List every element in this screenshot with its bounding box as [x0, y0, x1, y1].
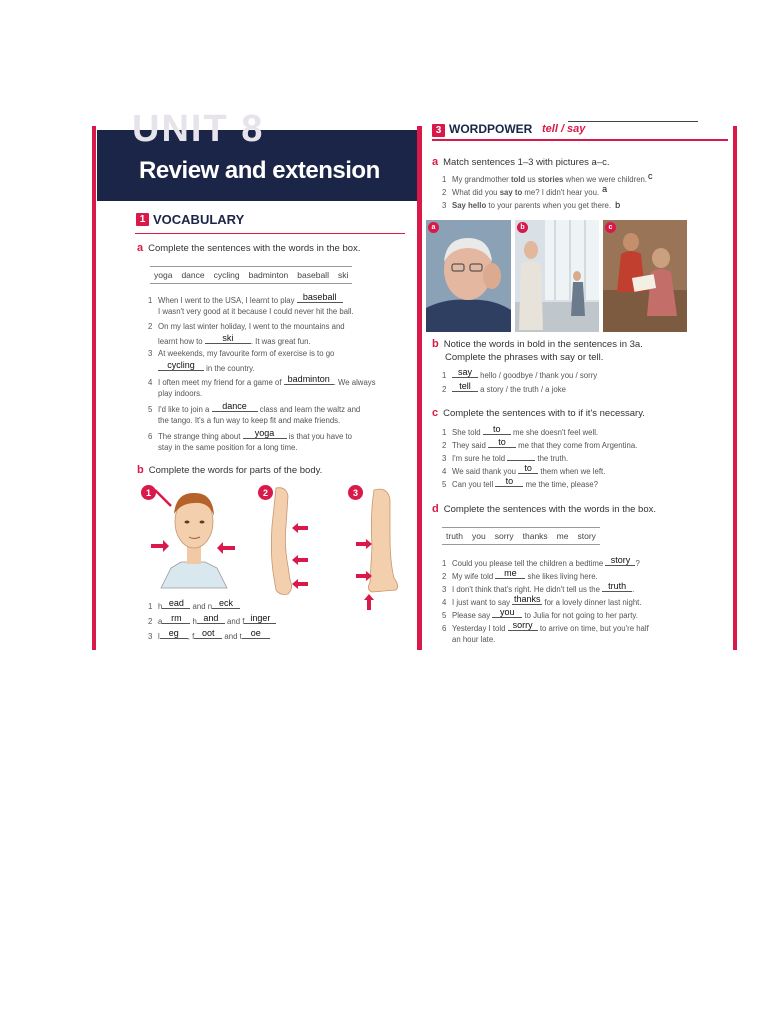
- exercise-line: 1 say hello / goodbye / thank you / sorry: [442, 367, 598, 380]
- task-a-instruction: [137, 242, 360, 254]
- exercise-line: 5 Can you tell to me the time, please?: [442, 476, 598, 489]
- section-rule: [432, 139, 728, 141]
- exercise-line: 4 I just want to say thanks for a lovely dinner last night.: [442, 594, 642, 607]
- exercise-line: 2 On my last winter holiday, I went to the mountains and: [148, 322, 345, 331]
- box-word: story: [577, 531, 596, 541]
- answer: cycling: [167, 360, 195, 370]
- answer-blank[interactable]: eck: [212, 600, 240, 609]
- section-number: 3: [432, 124, 445, 137]
- pointer-arrow-icon: [155, 490, 171, 506]
- exercise-line: stay in the same position for a long time.: [158, 443, 298, 452]
- exercise-line: 4 We said thank you to them when we left.: [442, 463, 606, 476]
- old-man-image: [426, 220, 511, 332]
- task-b-instruction: [137, 464, 322, 476]
- task-letter: b: [432, 338, 439, 350]
- instruction-text: Complete the sentences with to if it's necessary.: [443, 408, 645, 419]
- exercise-line: 5 I'd like to join a dance class and learn the waltz and: [148, 401, 361, 414]
- answer-blank[interactable]: to: [518, 465, 538, 474]
- exercise-line: 1 My grandmother told us stories when we were children.c: [442, 171, 653, 184]
- task-letter: a: [432, 156, 439, 168]
- picture-tag: c: [605, 222, 616, 233]
- answer-blank[interactable]: inger: [244, 615, 276, 624]
- box-word: yoga: [154, 270, 173, 280]
- exercise-line: 6 The strange thing about yoga is that you have to: [148, 428, 352, 441]
- right-page: [426, 122, 734, 650]
- exercise-line: 2 a rm h and and f inger: [148, 615, 276, 627]
- word-box: [150, 266, 352, 284]
- top-rule: [568, 121, 698, 122]
- exercise-line: 1 When I went to the USA, I learnt to play baseball: [148, 294, 343, 306]
- unit-subtitle: Review and extension: [139, 157, 380, 184]
- airport-image: [515, 220, 599, 332]
- box-word: badminton: [248, 270, 289, 280]
- leg-illustration: [354, 486, 409, 612]
- pointer-arrow-icon: [292, 579, 308, 589]
- exercise-line: 1 She told to me she doesn't feel well.: [442, 424, 599, 437]
- word-box: [442, 527, 600, 545]
- left-red-bar: [92, 126, 96, 650]
- task-letter: a: [137, 242, 144, 254]
- answer-blank[interactable]: to: [483, 426, 511, 435]
- task-b-instruction: [432, 338, 643, 350]
- exercise-line: 5 Please say you to Julia for not going to her party.: [442, 607, 638, 620]
- exercise-line: 3 Say hello to your parents when you get there. b: [442, 200, 621, 210]
- picture-badge: 3: [348, 485, 363, 500]
- answer: dance: [222, 401, 247, 411]
- box-word: truth: [446, 531, 464, 541]
- instruction-text: Complete the sentences with the words in the box.: [443, 504, 657, 515]
- box-word: thanks: [522, 531, 548, 541]
- answer-blank[interactable]: ead: [162, 600, 190, 609]
- answer-blank[interactable]: [507, 452, 535, 461]
- instruction-text: Complete the words for parts of the body.: [148, 465, 323, 476]
- pointer-arrow-icon: [364, 594, 374, 610]
- answer-blank[interactable]: eg: [160, 630, 188, 639]
- answer-blank[interactable]: [158, 362, 204, 371]
- unit-banner: [97, 108, 417, 201]
- pointer-arrow-icon: [356, 539, 372, 549]
- exercise-line: 1 h ead and n eck: [148, 600, 240, 612]
- unit-title: UNIT 8: [132, 108, 265, 150]
- answer-blank[interactable]: [284, 376, 334, 385]
- answer-blank[interactable]: say: [452, 369, 478, 378]
- section-subtitle: tell / say: [542, 123, 586, 135]
- answer-blank[interactable]: oe: [242, 630, 270, 639]
- answer-blank[interactable]: [243, 430, 287, 439]
- picture-badge: 1: [141, 485, 156, 500]
- task-letter: c: [432, 407, 439, 419]
- left-page: [92, 108, 422, 650]
- exercise-line: 3 l eg , f oot and t oe: [148, 630, 270, 642]
- exercise-line: 6 Yesterday I told sorry to arrive on time, but you're half: [442, 620, 649, 633]
- answer-blank[interactable]: [212, 403, 258, 412]
- page-edge: [417, 126, 422, 650]
- answer: a: [602, 184, 608, 194]
- section-title: VOCABULARY: [153, 212, 245, 227]
- task-letter: d: [432, 503, 439, 515]
- box-word: baseball: [297, 270, 329, 280]
- answer: c: [648, 171, 653, 181]
- exercise-line: learnt how to ski . It was great fun.: [158, 333, 311, 346]
- wordpower-heading: [432, 122, 728, 138]
- answer-blank[interactable]: oot: [194, 630, 222, 639]
- pointer-arrow-icon: [151, 540, 169, 552]
- exercise-line: an hour late.: [452, 635, 496, 644]
- answer-blank[interactable]: [205, 335, 251, 344]
- answer-blank[interactable]: you: [492, 609, 522, 618]
- box-word: cycling: [213, 270, 240, 280]
- textbook-page: [92, 108, 734, 650]
- exercise-line: 2 They said to me that they come from Argentina.: [442, 437, 638, 450]
- answer-blank[interactable]: tell: [452, 383, 478, 392]
- answer-blank[interactable]: story: [605, 557, 635, 566]
- photo-old-man: [426, 220, 511, 332]
- answer-blank[interactable]: to: [495, 478, 523, 487]
- exercise-line: 3 I'm sure he told the truth.: [442, 454, 569, 463]
- task-a-instruction: [432, 156, 609, 168]
- section-rule: [135, 233, 405, 234]
- task-letter: b: [137, 464, 144, 476]
- answer: yoga: [254, 428, 275, 438]
- exercise-line: 1 Could you please tell the children a bedtime story ?: [442, 555, 640, 568]
- storytelling-image: [603, 220, 687, 332]
- task-d-instruction: [432, 503, 656, 515]
- answer: baseball: [302, 292, 337, 302]
- exercise-line: 2 tell a story / the truth / a joke: [442, 381, 566, 394]
- pointer-arrow-icon: [292, 555, 308, 565]
- answer-blank[interactable]: to: [488, 439, 516, 448]
- exercise-line: the tango. It's a fun way to keep fit and make friends.: [158, 416, 341, 425]
- pointer-arrow-icon: [356, 571, 372, 581]
- instruction-text: Complete the sentences with the words in the box.: [148, 243, 361, 254]
- answer-blank[interactable]: truth: [602, 583, 632, 592]
- exercise-line: 2 My wife told me she likes living here.: [442, 568, 598, 581]
- pointer-arrow-icon: [292, 523, 308, 533]
- exercise-line: 4 I often meet my friend for a game of badminton . We always: [148, 374, 376, 387]
- answer-blank[interactable]: thanks: [513, 594, 541, 604]
- section-number: 1: [136, 213, 149, 226]
- photo-airport: [515, 220, 599, 332]
- answer: ski: [222, 333, 234, 343]
- answer-blank[interactable]: me: [495, 570, 525, 579]
- box-word: you: [472, 531, 486, 541]
- picture-tag: b: [517, 222, 528, 233]
- pointer-arrow-icon: [217, 542, 235, 554]
- exercise-line: I wasn't very good at it because I could never hit the ball.: [158, 307, 354, 316]
- photo-grandmother-story: [603, 220, 687, 332]
- answer-blank[interactable]: [297, 294, 343, 303]
- exercise-line: 2 What did you say to me? I didn't hear you. a: [442, 184, 608, 197]
- answer: badminton: [287, 374, 330, 384]
- picture-tag: a: [428, 222, 439, 233]
- answer-blank[interactable]: rm: [162, 615, 190, 624]
- box-word: ski: [337, 270, 349, 280]
- answer-blank[interactable]: and: [197, 615, 225, 624]
- arm-illustration: [264, 486, 314, 598]
- task-b-instruction-2: Complete the phrases with say or tell.: [445, 352, 604, 363]
- box-word: sorry: [494, 531, 514, 541]
- box-word: me: [556, 531, 569, 541]
- right-red-bar: [733, 126, 737, 650]
- exercise-line: cycling in the country.: [158, 362, 255, 374]
- exercise-line: 3 At weekends, my favourite form of exercise is to go: [148, 349, 335, 358]
- task-c-instruction: [432, 407, 645, 419]
- vocabulary-heading: [136, 212, 244, 227]
- exercise-line: play indoors.: [158, 389, 203, 398]
- instruction-text: Match sentences 1–3 with pictures a–c.: [443, 157, 610, 168]
- section-title: WORDPOWER: [449, 122, 533, 136]
- answer: b: [615, 200, 621, 210]
- instruction-text: Notice the words in bold in the sentences in 3a.: [443, 339, 643, 350]
- head-illustration: [147, 484, 237, 596]
- exercise-line: 3 I don't think that's right. He didn't tell us the truth .: [442, 581, 635, 594]
- box-word: dance: [181, 270, 205, 280]
- answer-blank[interactable]: sorry: [508, 622, 538, 631]
- picture-badge: 2: [258, 485, 273, 500]
